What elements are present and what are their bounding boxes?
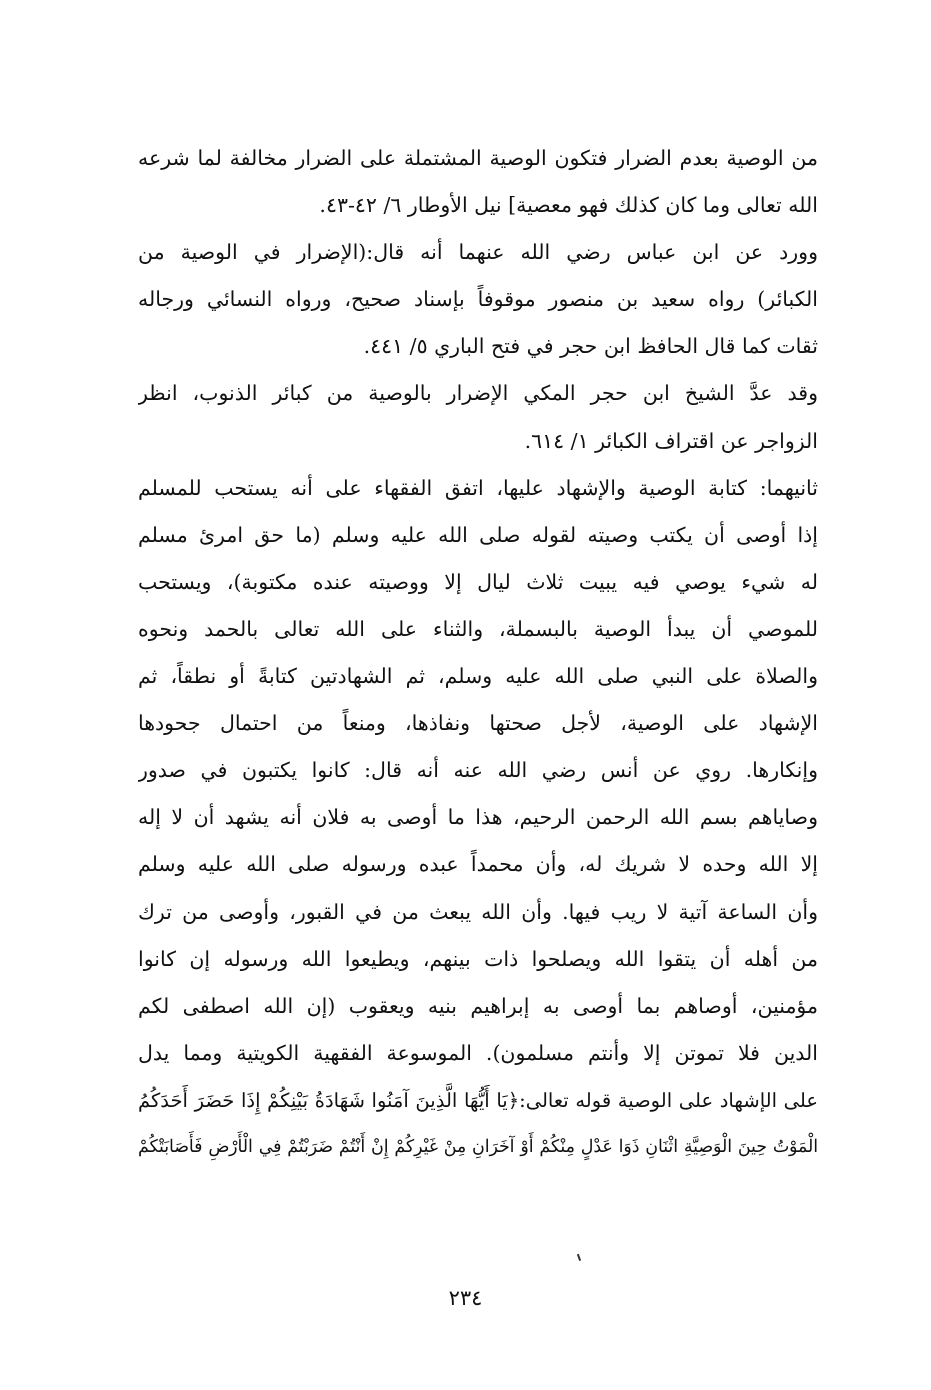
text-line: ثانيهما: كتابة الوصية والإشهاد عليها، اتفق الفقهاء على أنه يستحب للمسلم xyxy=(138,475,818,500)
text-line: للموصي أن يبدأ الوصية بالبسملة، والثناء على الله تعالى بالحمد ونحوه xyxy=(138,616,818,641)
text-line: الله تعالى وما كان كذلك فهو معصية] نيل الأوطار ٦/ ٤٢-٤٣. xyxy=(319,193,818,218)
quran-verse-line: على الإشهاد على الوصية قوله تعالى:﴿يَا أَيُّهَا الَّذِينَ آمَنُوا شَهَادَةُ بَيْنِكُمْ إِذَا حَضَرَ أَحَدَكُمُ xyxy=(138,1088,818,1112)
text-line: ثقات كما قال الحافظ ابن حجر في فتح الباري ٥/ ٤٤١. xyxy=(363,334,818,359)
text-line: وأن الساعة آتية لا ريب فيها. وأن الله يبعث من في القبور، وأوصى من ترك xyxy=(138,899,818,924)
text-line: وإنكارها. روي عن أنس رضي الله عنه أنه قال: كانوا يكتبون في صدور xyxy=(138,758,818,783)
body-text xyxy=(138,135,818,1171)
text-line: وورد عن ابن عباس رضي الله عنهما أنه قال:(الإضرار في الوصية من xyxy=(138,240,818,265)
text-line: من الوصية بعدم الضرار فتكون الوصية المشتملة على الضرار مخالفة لما شرعه xyxy=(138,146,818,170)
text-line: وصاياهم بسم الله الرحمن الرحيم، هذا ما أوصى به فلان أنه يشهد أن لا إله xyxy=(138,805,818,830)
text-line: الزواجر عن اقتراف الكبائر ١/ ٦١٤. xyxy=(524,428,818,453)
quran-verse-line: الْمَوْتُ حِينَ الْوَصِيَّةِ اثْنَانِ ذَوَا عَدْلٍ مِنْكُمْ أَوْ آخَرَانِ مِنْ غَيْرِكُمْ إِنْ أَنْتُمْ ضَرَبْتُمْ فِي الْأَرْضِ فَأَصَابَتْكُمْ xyxy=(138,1136,818,1157)
text-line: وقد عدَّ الشيخ ابن حجر المكي الإضرار بالوصية من كبائر الذنوب، انظر xyxy=(138,381,818,406)
text-line: إلا الله وحده لا شريك له، وأن محمداً عبده ورسوله صلى الله عليه وسلم xyxy=(138,852,818,877)
text-line: إذا أوصى أن يكتب وصيته لقوله صلى الله عليه وسلم (ما حق امرئ مسلم xyxy=(138,522,818,547)
text-line: والصلاة على النبي صلى الله عليه وسلم، ثم الشهادتين كتابةً أو نطقاً، ثم xyxy=(138,664,818,689)
text-line: مؤمنين، أوصاهم بما أوصى به إبراهيم بنيه ويعقوب (إن الله اصطفى لكم xyxy=(138,993,818,1018)
text-line: الكبائر) رواه سعيد بن منصور موقوفاً بإسناد صحيح، ورواه النسائي ورجاله xyxy=(138,287,818,312)
page-number: ٢٣٤ xyxy=(448,1286,483,1310)
text-line: من أهله أن يتقوا الله ويصلحوا ذات بينهم، ويطيعوا الله ورسوله إن كانوا xyxy=(138,946,818,971)
text-line: الإشهاد على الوصية، لأجل صحتها ونفاذها، ومنعاً من احتمال جحودها xyxy=(138,711,818,736)
text-line: الدين فلا تموتن إلا وأنتم مسلمون). الموسوعة الفقهية الكويتية ومما يدل xyxy=(138,1040,818,1065)
scan-mark xyxy=(577,1254,581,1261)
text-line: له شيء يوصي فيه يبيت ثلاث ليال إلا ووصيته عنده مكتوبة)، ويستحب xyxy=(138,569,818,594)
